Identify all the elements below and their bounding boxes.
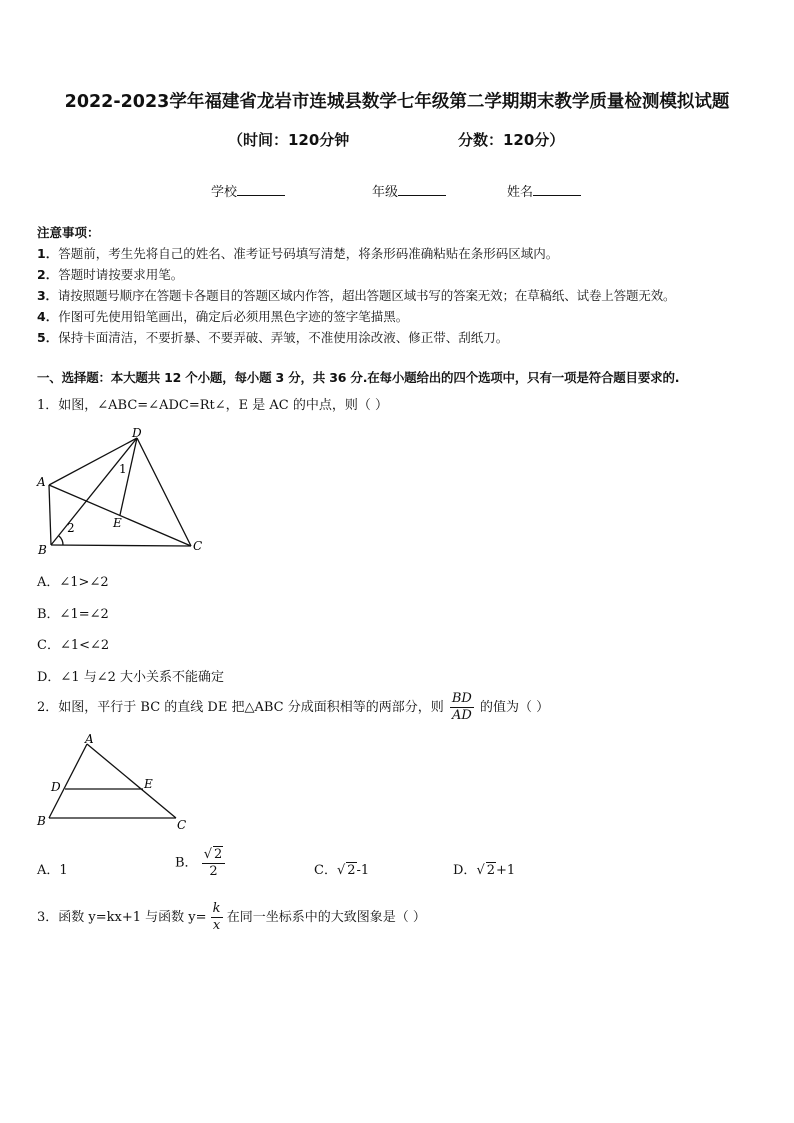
q2-label-A: A <box>85 733 94 746</box>
q1-option-a[interactable]: A．∠1>∠2 <box>37 575 109 590</box>
q1-stem: 1．如图，∠ABC=∠ADC=Rt∠，E 是 AC 的中点，则（ ） <box>37 398 388 413</box>
q1-option-c[interactable]: C．∠1<∠2 <box>37 638 110 653</box>
total-score: 分数：120分） <box>458 131 565 149</box>
notes-title: 注意事项： <box>37 225 100 240</box>
name-blank <box>533 183 581 196</box>
q2-stem-text: 2．如图，平行于 BC 的直线 DE 把△ABC 分成面积相等的两部分，则 <box>37 700 444 715</box>
q3-stem <box>37 901 426 934</box>
q1-option-b[interactable]: B．∠1=∠2 <box>37 607 109 622</box>
q1-label-D: D <box>132 426 142 440</box>
q2-label-C: C <box>177 818 187 832</box>
name-label: 姓名 <box>507 185 534 200</box>
q2-option-d[interactable]: D．√ 2+1 <box>453 863 516 878</box>
grade-label: 年级 <box>372 185 399 200</box>
page-title: 2022-2023学年福建省龙岩市连城县数学七年级第二学期期末教学质量检测模拟试题 <box>64 92 730 112</box>
school-blank <box>237 183 285 196</box>
q2-fraction <box>450 691 474 724</box>
q2-stem <box>37 691 549 724</box>
q3-frac-numerator: k <box>212 901 221 916</box>
q2-figure <box>33 733 193 833</box>
notes-block <box>37 222 675 348</box>
note-item: 3．请按照题号顺序在答题卡各题目的答题区域内作答，超出答题区域书写的答案无效；在草稿纸、试卷上答题无效。 <box>37 288 676 303</box>
q3-stem-suffix: 在同一坐标系中的大致图象是（ ） <box>226 910 426 925</box>
grade-field <box>372 181 446 200</box>
note-item: 2．答题时请按要求用笔。 <box>37 267 184 282</box>
q2-figure-lines <box>49 744 176 818</box>
q1-label-E: E <box>113 516 122 530</box>
q2-option-b-fraction: $\frac{√ 2}{2}$ <box>202 846 226 880</box>
q2-frac-numerator: BD <box>451 691 472 706</box>
q2-label-E: E <box>144 777 153 791</box>
q1-label-B: B <box>38 543 47 557</box>
q2-frac-denominator: AD <box>451 708 472 723</box>
q2-label-D: D <box>51 780 61 794</box>
q1-label-angle-1: 1 <box>119 462 127 476</box>
q3-fraction <box>211 901 223 934</box>
section-heading: 一、选择题：本大题共 12 个小题，每小题 3 分，共 36 分.在每小题给出的四个选项中，只有一项是符合题目要求的. <box>37 370 680 385</box>
q1-option-d[interactable]: D．∠1 与∠2 大小关系不能确定 <box>37 670 225 685</box>
q3-frac-denominator: x <box>212 918 221 933</box>
grade-blank <box>398 183 446 196</box>
q2-label-B: B <box>37 814 46 828</box>
q1-label-A: A <box>37 475 46 489</box>
q2-stem-suffix: 的值为（ ） <box>479 700 550 715</box>
note-item: 5．保持卡面清洁，不要折暴、不要弄破、弄皱，不准使用涂改液、修正带、刮纸刀。 <box>37 330 509 345</box>
school-label: 学校 <box>211 185 238 200</box>
q1-label-angle-2: 2 <box>67 521 75 535</box>
q1-label-C: C <box>193 539 203 553</box>
q3-stem-text: 3．函数 y=kx+1 与函数 y= <box>37 910 207 925</box>
q2-option-c[interactable]: C．√ 2-1 <box>314 863 370 878</box>
name-field <box>507 181 581 200</box>
q1-figure <box>33 424 213 559</box>
time-limit: （时间：120分钟 <box>228 131 350 149</box>
q2-option-a[interactable]: A．1 <box>37 863 68 878</box>
note-item: 1．答题前，考生先将自己的姓名、准考证号码填写清楚，将条形码准确粘贴在条形码区域内。 <box>37 246 559 261</box>
q2-option-b[interactable]: B． $\frac{√ 2}{2}$ <box>175 846 225 880</box>
school-field <box>211 181 285 200</box>
note-item: 4．作图可先使用铅笔画出，确定后必须用黑色字迹的签字笔描黑。 <box>37 309 409 324</box>
